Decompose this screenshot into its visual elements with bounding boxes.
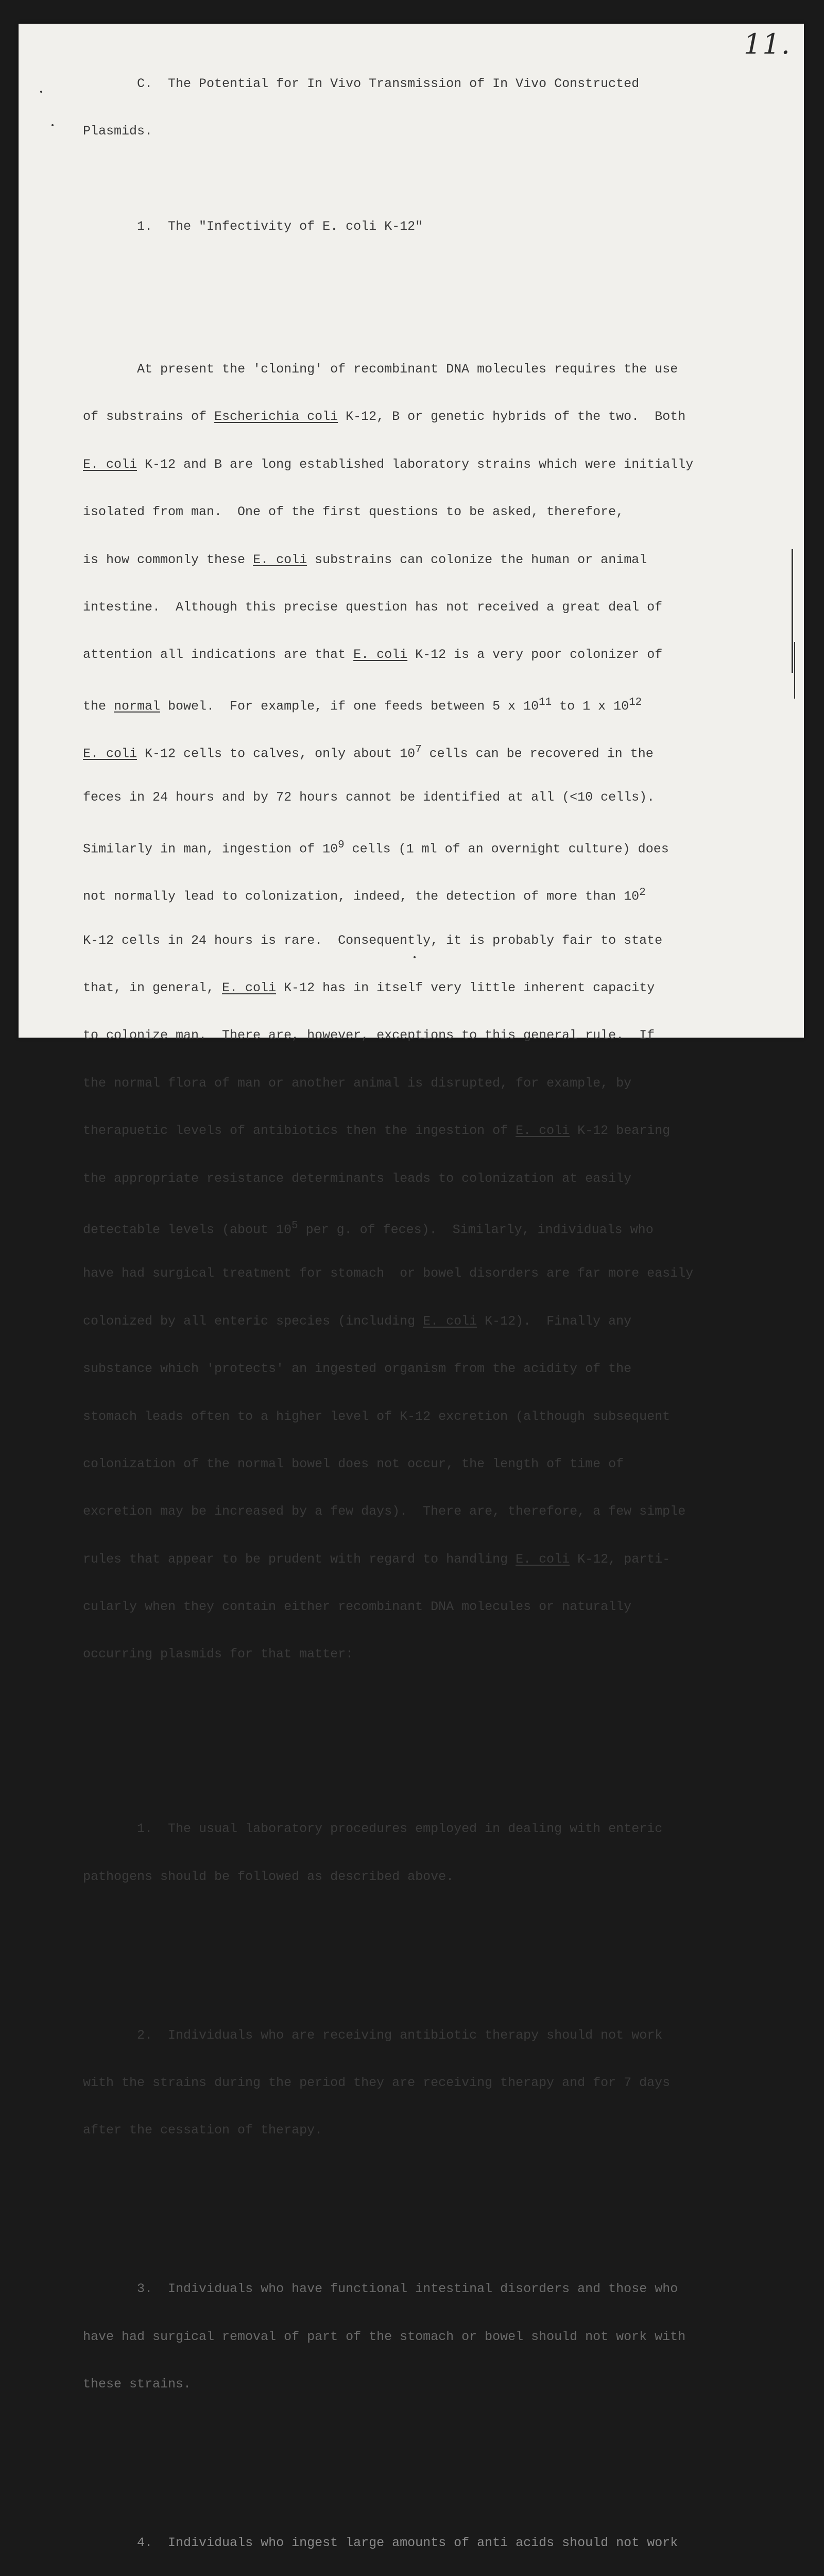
margin-mark	[40, 91, 42, 93]
binder-edge-mark	[792, 549, 793, 673]
margin-mark	[52, 124, 54, 126]
margin-mark	[414, 956, 416, 958]
document-page	[19, 24, 804, 2551]
rule-1: 1. The usual laboratory procedures employed in dealing with enteric pathogens should be followed as described above.	[83, 1821, 663, 1884]
binder-edge-mark	[794, 642, 795, 699]
rule-4: 4. Individuals who ingest large amounts of anti acids should not work	[137, 2535, 678, 2551]
section-heading-cont: Plasmids.	[83, 123, 153, 139]
rule-3: 3. Individuals who have functional intestinal disorders and those who have had surgical removal of part of the stomach or bowel should not work with these strains.	[83, 2281, 686, 2392]
paragraph-infectivity: At present the 'cloning' of recombinant DNA molecules requires the use of substrains of Escherichia coli K-12, B or genetic hybrids of the two. Both E. coli K-12 and B are long established laboratory strains which were initially isolated from man. One of the first questions to be asked, therefore, is how commonly these E. coli substrains can colonize the human or animal intestine. Although this precise question has not received a great deal of attention all indications are that E. coli K-12 is a very poor colonizer of the normal bowel. For example, if one feeds between 5 x $10^{11}$ to 1 x $10^{12}$ E. coli K-12 cells to calves, only about $10^7$ cells can be recovered in the feces in 24 hours and by 72 hours cannot be identified at all (<10 cells). Similarly in man, ingestion of $10^9$ cells (1 ml of an overnight culture) does not normally lead to colonization, indeed, the detection of more than $10^2$ K-12 cells in 24 hours is rare. Consequently, it is probably fair to state that, in general, E. coli K-12 has in itself very little inherent capacity to colonize man. There are, however, exceptions to this general rule. If the normal flora of man or another animal is disrupted, for example, by therapuetic levels of antibiotics then the ingestion of E. coli K-12 bearing the appropriate resistance determinants leads to colonization at easily detectable levels (about $10^5$ per g. of feces). Similarly, individuals who have had surgical treatment for stomach or bowel disorders are far more easily colonized by all enteric species (including E. coli K-12). Finally any substance which 'protects' an ingested organism from the acidity of the stomach leads often to a higher level of K-12 excretion (although subsequent colonization of the normal bowel does not occur, the length of time of excretion may be increased by a few days). There are, therefore, a few simple rules that appear to be prudent with regard to handling E. coli K-12, parti- cularly when they contain either recombinant DNA molecules or naturally occurring plasmids for that matter:	[83, 361, 694, 1662]
rule-2: 2. Individuals who are receiving antibiotic therapy should not work with the strains during the period they are receiving therapy and for 7 days after the cessation of therapy.	[83, 2027, 671, 2138]
document-body	[83, 44, 737, 2576]
page-number: 11.	[744, 28, 791, 60]
subsection-heading: 1. The "Infectivity of E. coli K-12"	[137, 218, 423, 234]
section-heading: C. The Potential for In Vivo Transmission of In Vivo Constructed	[137, 76, 640, 91]
